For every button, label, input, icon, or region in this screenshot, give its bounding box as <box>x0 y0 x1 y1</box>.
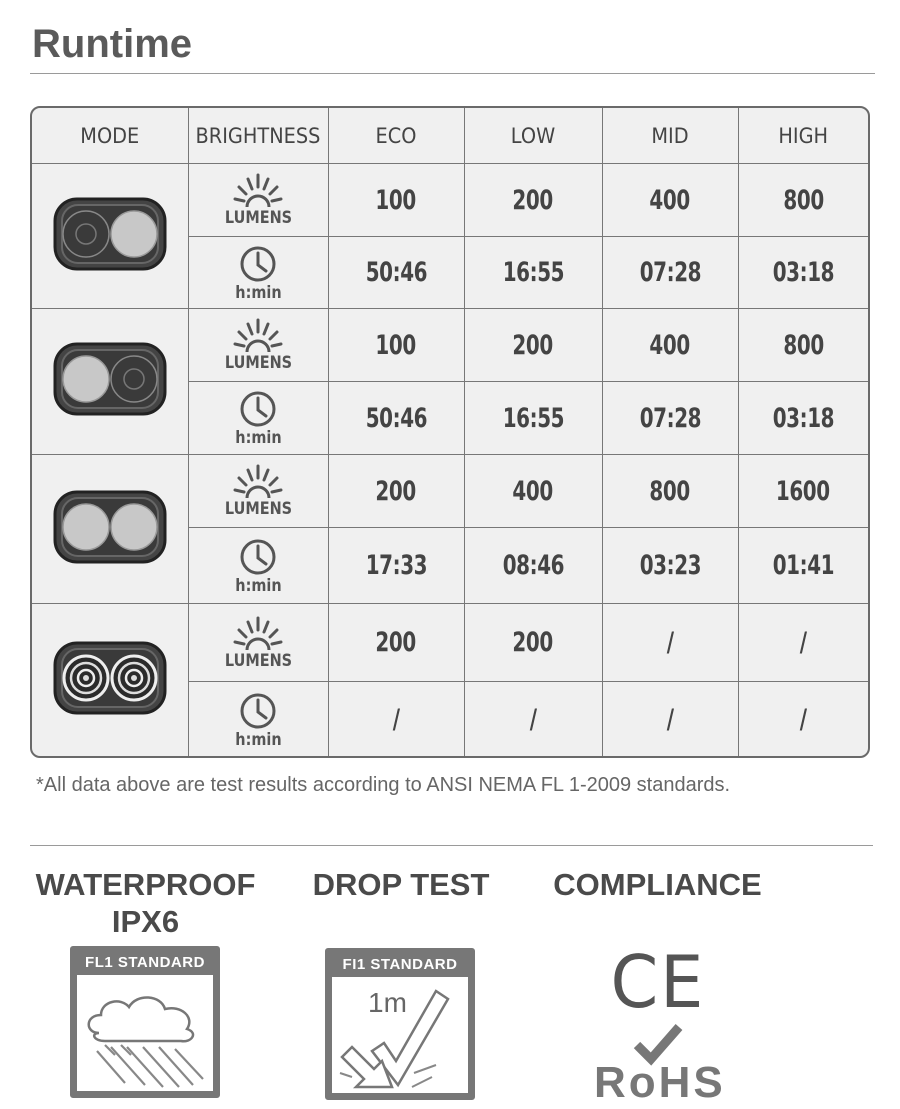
lumens-burst-icon <box>233 318 283 354</box>
runtime-value <box>328 237 464 309</box>
runtime-value-text: / <box>529 704 537 736</box>
table-header-row <box>32 108 868 164</box>
clock-icon <box>238 691 278 731</box>
runtime-value-text: 50:46 <box>365 257 427 288</box>
runtime-value <box>738 682 868 758</box>
lumens-value-text: 800 <box>649 475 691 507</box>
lumens-label: LUMENS <box>224 353 292 373</box>
lumens-value-text: 400 <box>649 184 691 216</box>
brightness-cell <box>188 455 328 528</box>
runtime-value-text: / <box>799 704 807 736</box>
runtime-value <box>738 382 868 455</box>
lumens-value <box>738 164 868 237</box>
title-divider <box>30 73 875 74</box>
runtime-value-text: 07:28 <box>639 402 701 434</box>
drop-test-heading: DROP TEST <box>312 867 490 902</box>
header-eco: ECO <box>333 108 458 164</box>
page-title: Runtime <box>32 22 192 66</box>
table-row <box>32 164 868 237</box>
rain-cloud-icon <box>77 975 213 1093</box>
runtime-value <box>738 237 868 309</box>
lumens-value <box>328 455 464 528</box>
lumens-value <box>602 164 738 237</box>
lumens-value-text: 200 <box>512 329 554 361</box>
time-unit-label: h:min <box>234 428 282 448</box>
runtime-value <box>602 237 738 309</box>
lumens-value <box>602 604 738 682</box>
lumens-value <box>738 309 868 382</box>
left-lens-on-right-lens-off-icon <box>52 338 168 420</box>
both-lenses-on-icon <box>52 486 168 568</box>
lumens-value-text: 200 <box>512 627 554 658</box>
waterproof-heading <box>28 866 263 940</box>
mode-cell <box>32 604 188 758</box>
runtime-table <box>30 106 870 758</box>
lumens-burst-icon <box>233 616 283 652</box>
runtime-value-text: 01:41 <box>772 550 834 581</box>
runtime-value <box>464 528 602 604</box>
lumens-value-text: / <box>666 627 674 658</box>
lumens-value <box>328 604 464 682</box>
lumens-value-text: 200 <box>512 184 554 216</box>
header-high: HIGH <box>743 108 863 164</box>
both-lenses-ring-icon <box>52 637 168 719</box>
runtime-label-cell <box>188 682 328 758</box>
lumens-value <box>738 455 868 528</box>
runtime-value <box>464 237 602 309</box>
clock-icon <box>238 537 278 577</box>
runtime-value-text: 16:55 <box>502 257 564 288</box>
runtime-value <box>328 682 464 758</box>
table-row <box>32 604 868 682</box>
header-mid: MID <box>607 108 732 164</box>
lumens-value-text: 100 <box>375 184 417 216</box>
runtime-value <box>464 382 602 455</box>
waterproof-heading-line2: IPX6 <box>111 904 180 939</box>
lumens-value <box>464 164 602 237</box>
header-low: LOW <box>470 108 597 164</box>
lumens-value <box>602 455 738 528</box>
lumens-burst-icon <box>233 173 283 209</box>
waterproof-badge-label: FL1 STANDARD <box>77 953 213 975</box>
waterproof-heading-line1: WATERPROOF <box>35 867 256 902</box>
drop-test-badge <box>325 948 475 1100</box>
drop-height-label: 1m <box>368 987 407 1018</box>
lumens-value <box>738 604 868 682</box>
runtime-value-text: 17:33 <box>365 550 427 581</box>
mode-cell <box>32 309 188 455</box>
lumens-value-text: 400 <box>512 475 554 507</box>
brightness-cell <box>188 309 328 382</box>
mode-cell <box>32 164 188 309</box>
lumens-value-text: 800 <box>783 184 824 216</box>
runtime-value <box>328 528 464 604</box>
ce-mark: CE <box>610 940 706 1024</box>
table-row <box>32 309 868 382</box>
runtime-value-text: 16:55 <box>502 402 564 434</box>
section-divider <box>30 845 873 846</box>
runtime-value-text: / <box>666 704 674 736</box>
lumens-label: LUMENS <box>224 208 292 228</box>
table-row <box>32 455 868 528</box>
lumens-label: LUMENS <box>224 499 292 519</box>
runtime-value <box>602 682 738 758</box>
lumens-value-text: 400 <box>649 329 691 361</box>
lumens-value-text: 100 <box>375 329 417 361</box>
runtime-label-cell <box>188 528 328 604</box>
drop-arrow-icon <box>332 977 468 1095</box>
runtime-label-cell <box>188 382 328 455</box>
lumens-value <box>328 309 464 382</box>
compliance-heading: COMPLIANCE <box>553 867 762 902</box>
runtime-value-text: 07:28 <box>639 257 701 288</box>
runtime-value <box>464 682 602 758</box>
runtime-value <box>602 382 738 455</box>
header-brightness: BRIGHTNESS <box>194 108 323 164</box>
lumens-value-text: 1600 <box>776 475 831 507</box>
left-lens-off-right-lens-on-icon <box>52 193 168 275</box>
waterproof-badge <box>70 946 220 1098</box>
runtime-value-text: 03:23 <box>639 550 701 581</box>
lumens-value <box>328 164 464 237</box>
runtime-value-text: 03:18 <box>772 257 834 288</box>
runtime-value <box>602 528 738 604</box>
runtime-value-text: 50:46 <box>365 402 427 434</box>
lumens-value <box>464 455 602 528</box>
drop-test-badge-label: FI1 STANDARD <box>332 955 468 977</box>
runtime-value-text: 03:18 <box>772 402 834 434</box>
lumens-label: LUMENS <box>224 650 292 671</box>
lumens-burst-icon <box>233 464 283 500</box>
clock-icon <box>238 244 278 284</box>
time-unit-label: h:min <box>234 282 282 303</box>
clock-icon <box>238 389 278 429</box>
runtime-value <box>328 382 464 455</box>
runtime-value-text: 08:46 <box>502 550 564 581</box>
brightness-cell <box>188 604 328 682</box>
runtime-label-cell <box>188 237 328 309</box>
time-unit-label: h:min <box>234 575 282 596</box>
lumens-value-text: 200 <box>375 475 417 507</box>
lumens-value <box>602 309 738 382</box>
header-mode: MODE <box>38 108 182 164</box>
mode-cell <box>32 455 188 604</box>
runtime-value-text: / <box>392 704 400 736</box>
time-unit-label: h:min <box>234 729 282 750</box>
lumens-value <box>464 309 602 382</box>
lumens-value <box>464 604 602 682</box>
lumens-value-text: 800 <box>783 329 824 361</box>
lumens-value-text: / <box>799 627 807 658</box>
rohs-mark: RoHS <box>594 1058 726 1107</box>
brightness-cell <box>188 164 328 237</box>
lumens-value-text: 200 <box>375 627 417 658</box>
runtime-value <box>738 528 868 604</box>
footnote: *All data above are test results according to ANSI NEMA FL 1-2009 standards. <box>36 774 731 796</box>
